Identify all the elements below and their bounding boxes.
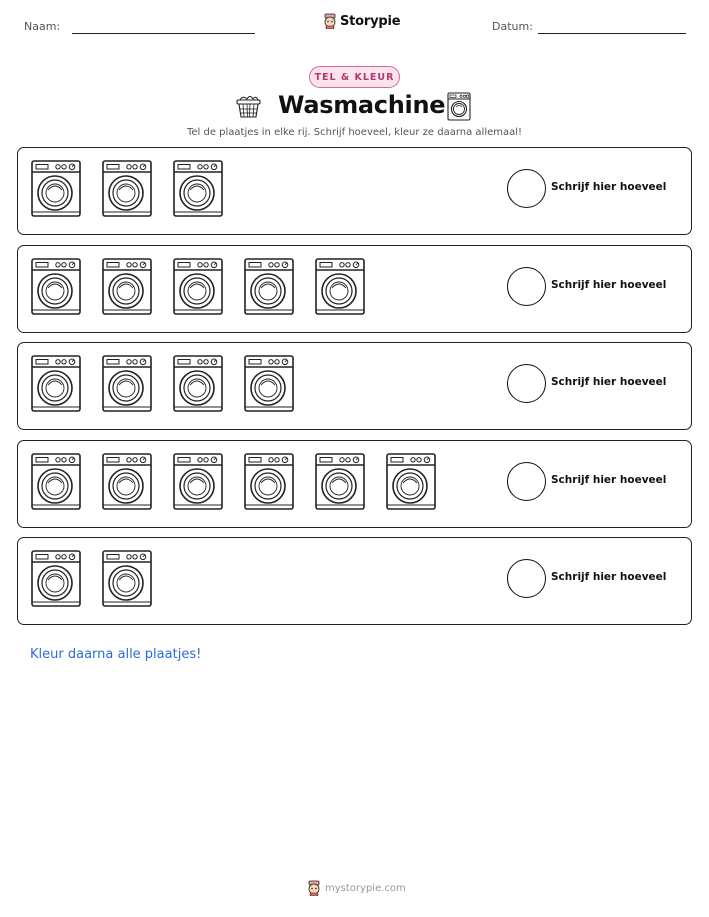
washing-machine-icon[interactable]: [102, 550, 152, 607]
washing-machine-icon[interactable]: [31, 160, 81, 217]
answer-label: Schrijf hier hoeveel: [551, 473, 667, 486]
instructions: Tel de plaatjes in elke rij. Schrijf hoeveel, kleur ze daarna allemaal!: [186, 127, 523, 138]
washing-machine-icon[interactable]: [386, 453, 436, 510]
washing-machine-icon[interactable]: [173, 355, 223, 412]
washing-machine-icon[interactable]: [31, 453, 81, 510]
laundry-basket-icon: [235, 93, 262, 119]
washing-machine-icon[interactable]: [31, 258, 81, 315]
answer-label: Schrijf hier hoeveel: [551, 376, 667, 388]
brand-logo: [323, 13, 400, 29]
washing-machine-icon[interactable]: [102, 355, 152, 412]
count-row: [17, 440, 692, 528]
name-write-line: [72, 33, 255, 34]
washing-machine-icon[interactable]: [315, 453, 365, 510]
activity-badge: TEL & KLEUR: [309, 66, 400, 88]
date-write-line: [538, 33, 686, 34]
site-url: mystorypie.com: [325, 882, 406, 894]
washing-machine-icon[interactable]: [102, 258, 152, 315]
washing-machine-icon[interactable]: [315, 258, 365, 315]
storypie-mascot-icon: [323, 13, 337, 29]
footer-note: Kleur daarna alle plaatjes!: [30, 647, 202, 662]
washing-machine-icon[interactable]: [173, 160, 223, 217]
count-row: [17, 537, 692, 625]
washing-machine-icon[interactable]: [244, 258, 294, 315]
name-label: Naam:: [24, 20, 61, 33]
site-footer: [307, 880, 406, 896]
brand-name: Storypie: [340, 13, 401, 29]
answer-label: Schrijf hier hoeveel: [551, 181, 667, 193]
washing-machine-icon[interactable]: [31, 355, 81, 412]
answer-circle[interactable]: [507, 462, 546, 501]
washing-machine-icon[interactable]: [31, 550, 81, 607]
answer-circle[interactable]: [507, 267, 546, 306]
washing-machine-icon[interactable]: [173, 453, 223, 510]
answer-circle[interactable]: [507, 169, 546, 208]
answer-label: Schrijf hier hoeveel: [551, 571, 667, 583]
title-row: [0, 91, 709, 123]
washing-machine-icon[interactable]: [244, 453, 294, 510]
count-row: [17, 342, 692, 430]
count-row: [17, 245, 692, 333]
answer-label: Schrijf hier hoeveel: [551, 278, 667, 291]
answer-circle[interactable]: [507, 559, 546, 598]
answer-circle[interactable]: [507, 364, 546, 403]
washing-machine-icon[interactable]: [102, 453, 152, 510]
washing-machine-icon[interactable]: [244, 355, 294, 412]
page-title: Wasmachine: [278, 91, 446, 119]
storypie-mascot-icon: [307, 880, 321, 896]
washing-machine-icon[interactable]: [173, 258, 223, 315]
washing-machine-icon: [447, 92, 471, 121]
date-label: Datum:: [492, 20, 533, 33]
count-row: [17, 147, 692, 235]
washing-machine-icon[interactable]: [102, 160, 152, 217]
